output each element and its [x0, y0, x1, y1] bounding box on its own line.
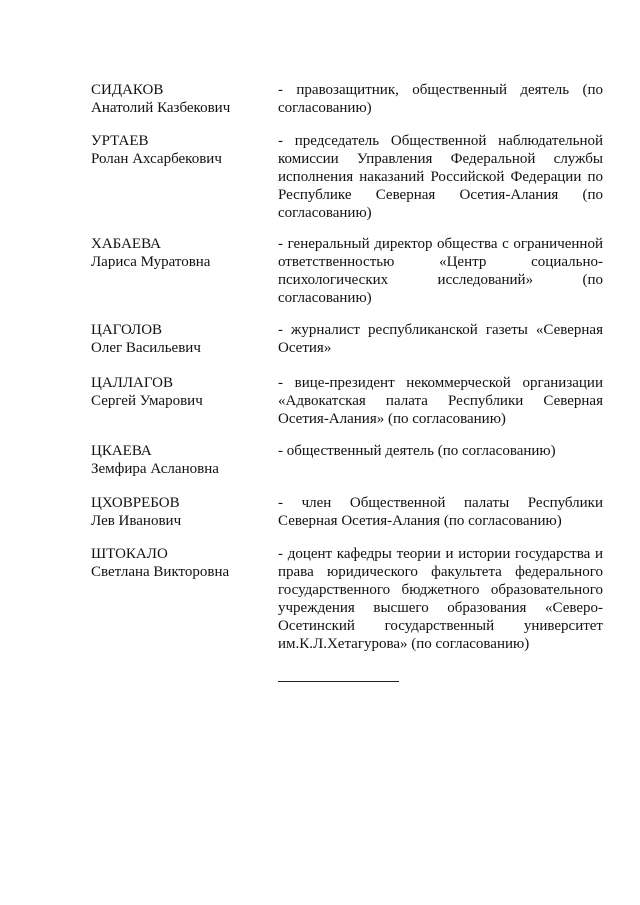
member-role: - член Общественной палаты Республики Северная Осетия-Алания (по согласованию): [278, 495, 603, 529]
member-given-name: Светлана Викторовна: [91, 564, 230, 580]
member-name: [91, 545, 271, 581]
member-surname: ЦАГОЛОВ: [91, 322, 163, 338]
member-role: - доцент кафедры теории и истории государства и права юридического факультета федерального государственного бюджетного образовательного учреждения высшего образования «Северо-Осетинский государственный университет им.К.Л.Хетагурова» (по согласованию): [278, 546, 603, 652]
member-role: - журналист республиканской газеты «Северная Осетия»: [278, 322, 603, 356]
member-given-name: Олег Васильевич: [91, 340, 201, 356]
member-surname: ЦКАЕВА: [91, 443, 152, 459]
member-name: [91, 494, 271, 530]
member-name: [91, 374, 271, 410]
member-surname: СИДАКОВ: [91, 82, 164, 98]
member-role: - председатель Общественной наблюдательной комиссии Управления Федеральной службы исполнения наказаний Российской Федерации по Республике Северная Осетия-Алания (по согласованию): [278, 133, 603, 221]
member-given-name: Лев Иванович: [91, 513, 182, 529]
member-surname: ЦАЛЛАГОВ: [91, 375, 173, 391]
member-role: - общественный деятель (по согласованию): [278, 443, 556, 459]
member-name: [91, 81, 271, 117]
member-role: - правозащитник, общественный деятель (по согласованию): [278, 82, 603, 116]
member-surname: УРТАЕВ: [91, 133, 149, 149]
member-given-name: Лариса Муратовна: [91, 254, 211, 270]
closing-rule: [278, 681, 399, 682]
member-surname: ХАБАЕВА: [91, 236, 161, 252]
member-surname: ЦХОВРЕБОВ: [91, 495, 180, 511]
member-name: [91, 442, 271, 478]
member-given-name: Ролан Ахсарбекович: [91, 151, 222, 167]
member-given-name: Земфира Аслановна: [91, 461, 219, 477]
member-name: [91, 235, 271, 271]
member-surname: ШТОКАЛО: [91, 546, 168, 562]
member-name: [91, 321, 271, 357]
member-role: - вице-президент некоммерческой организации «Адвокатская палата Республики Северная Осетия-Алания» (по согласованию): [278, 375, 603, 427]
member-name: [91, 132, 271, 168]
member-role: - генеральный директор общества с ограниченной ответственностью «Центр социально-психологических исследований» (по согласованию): [278, 236, 603, 306]
member-given-name: Анатолий Казбекович: [91, 100, 231, 116]
member-given-name: Сергей Умарович: [91, 393, 203, 409]
